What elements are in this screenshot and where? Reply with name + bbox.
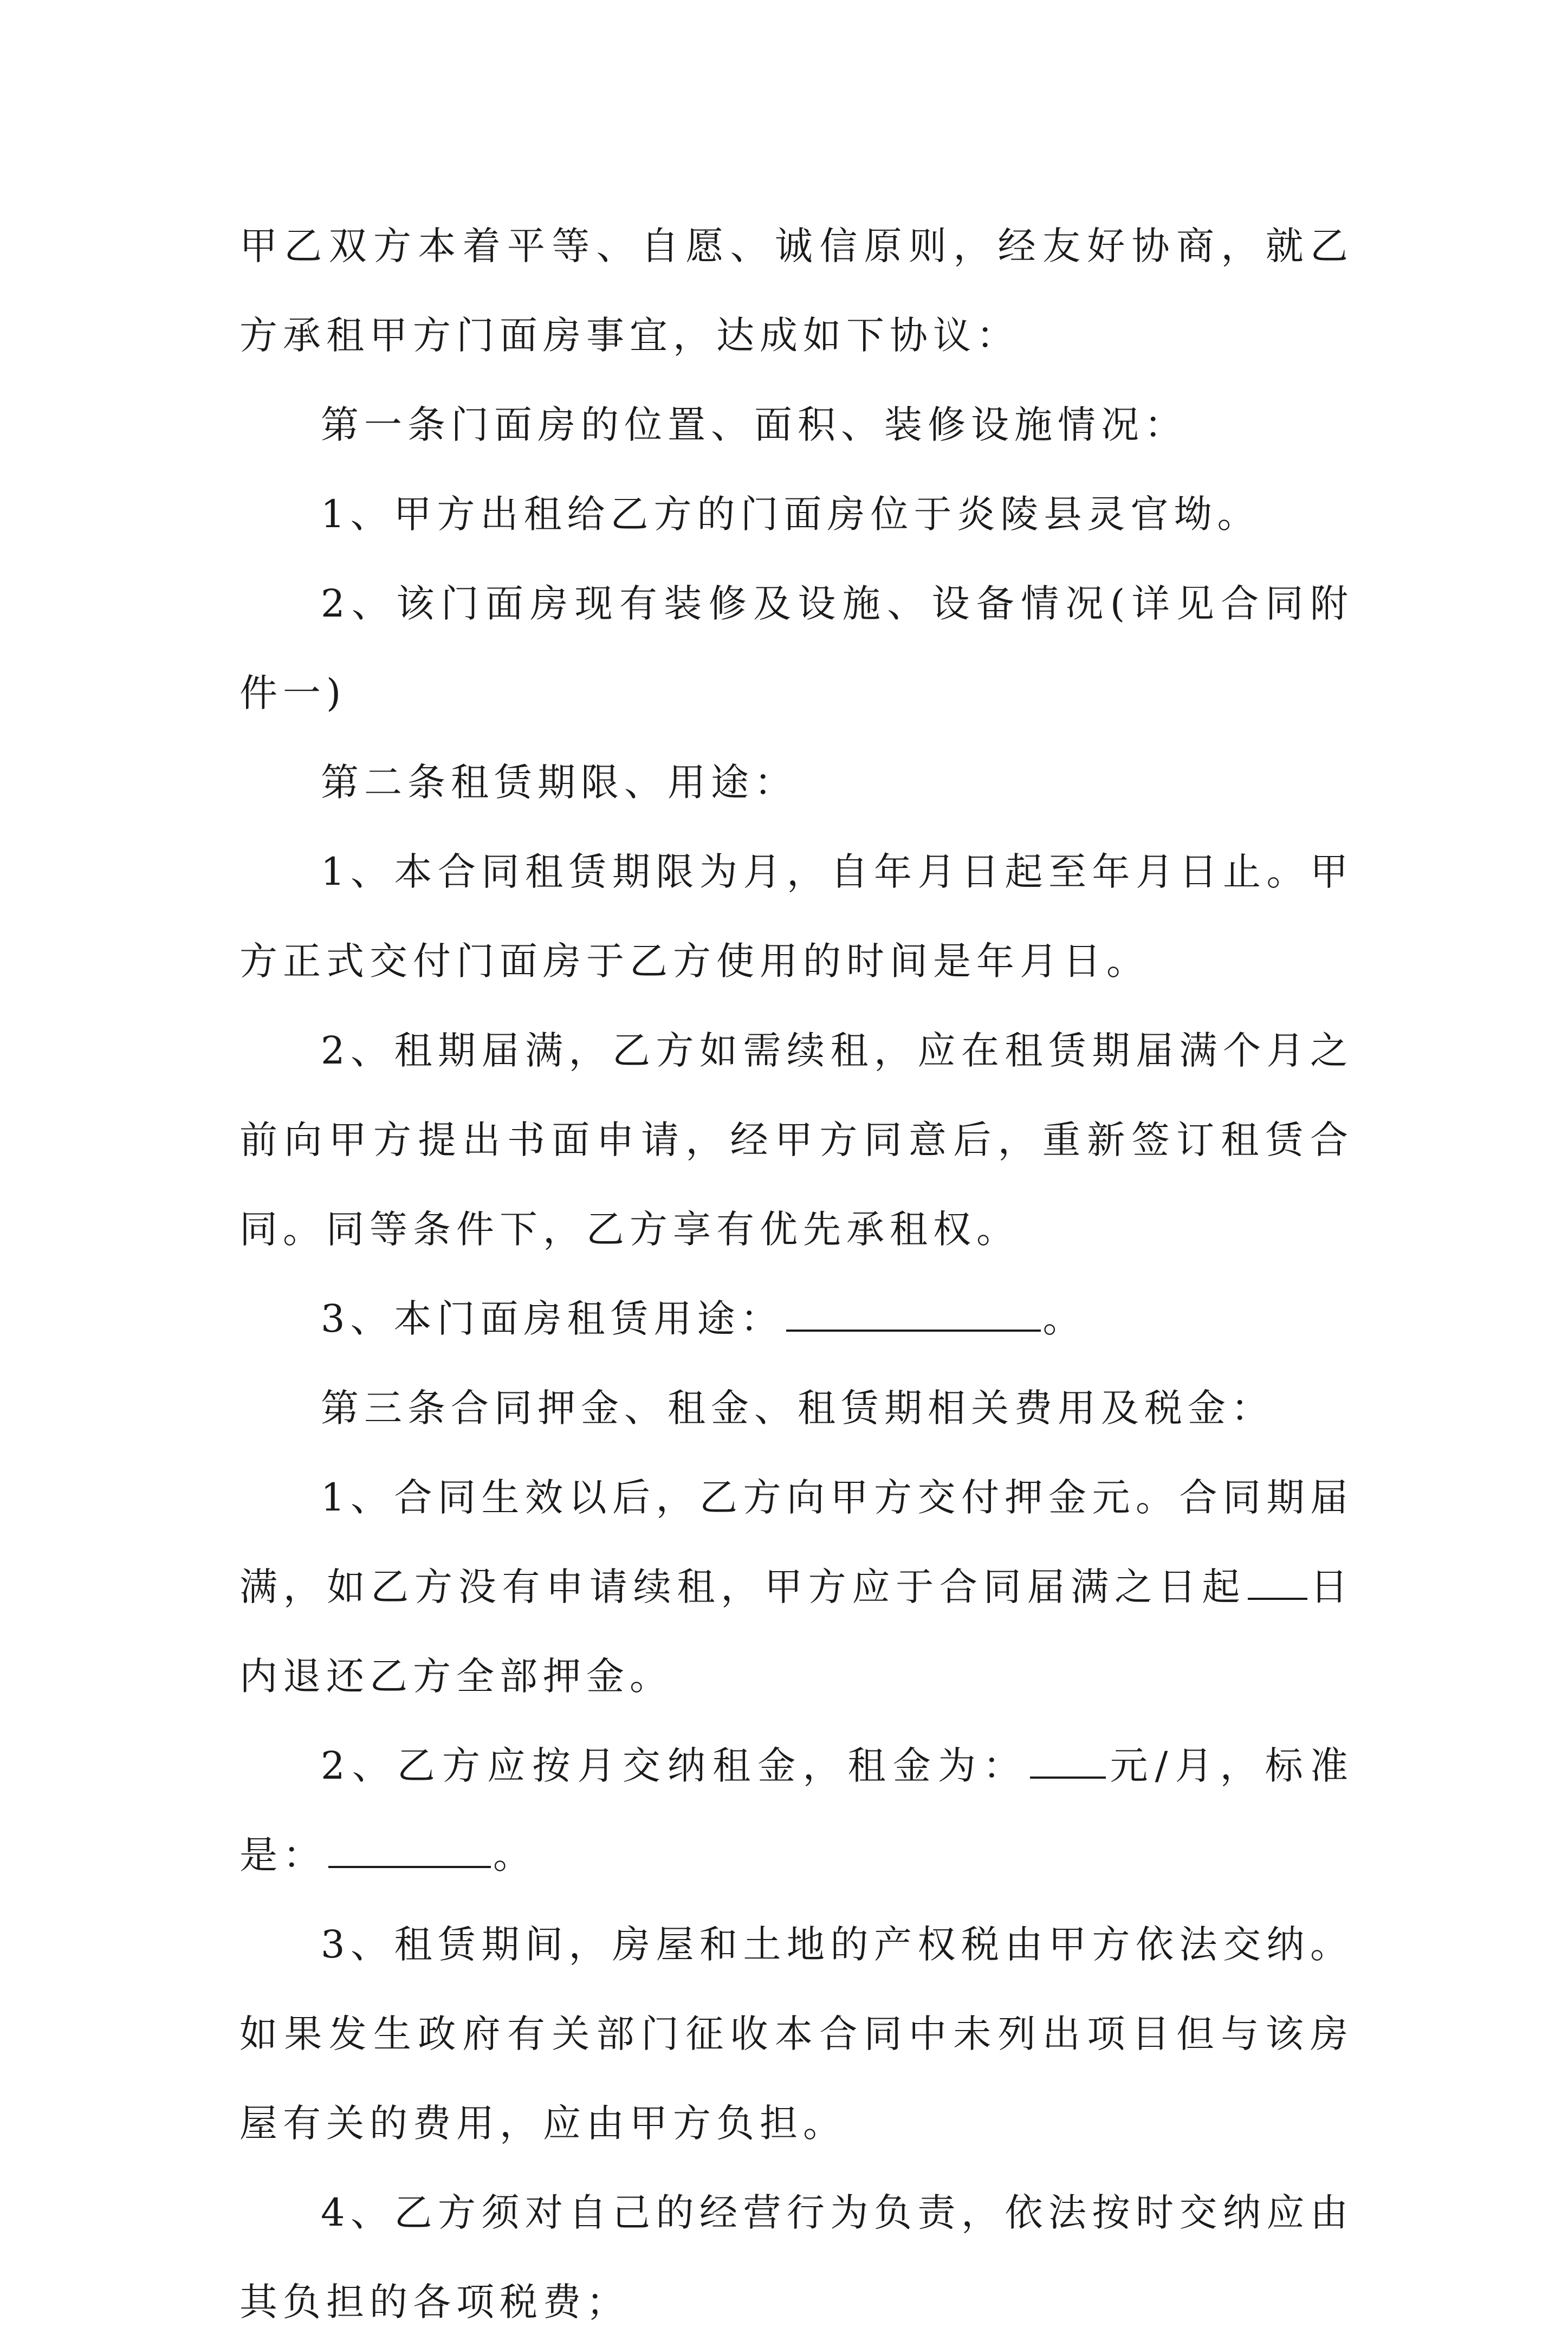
- article-2-clause-1: 1、本合同租赁期限为月，自年月日起至年月日止。甲方正式交付门面房于乙方使用的时间是年月日。: [239, 850, 1353, 983]
- article-2-clause-2: 2、租期届满，乙方如需续租，应在租赁期届满个月之前向甲方提出书面申请，经甲方同意后，重新签订租赁合同。同等条件下，乙方享有优先承租权。: [239, 1028, 1353, 1252]
- article-3-clause-3: 3、租赁期间，房屋和土地的产权税由甲方依法交纳。如果发生政府有关部门征收本合同中未列出项目但与该房屋有关的费用，应由甲方负担。: [239, 1922, 1353, 2145]
- article-3-clause-2-end: 。: [493, 1833, 536, 1877]
- article-1-title: 第一条门面房的位置、面积、装修设施情况：: [321, 403, 1188, 447]
- article-2-clause-3: [239, 1274, 1353, 1364]
- contract-body: [239, 202, 1353, 2347]
- intro-paragraph: 甲乙双方本着平等、自愿、诚信原则，经友好协商，就乙方承租甲方门面房事宜，达成如下协议：: [239, 224, 1353, 358]
- standard-blank-line: [328, 1834, 491, 1868]
- article-3-clause-4: 4、乙方须对自己的经营行为负责，依法按时交纳应由其负担的各项税费；: [239, 2190, 1353, 2324]
- article-1-clause-2: 2、该门面房现有装修及设施、设备情况(详见合同附件一): [239, 581, 1353, 715]
- article-3-clause-2-text: 2、乙方应按月交纳租金，租金为：: [321, 1743, 1028, 1788]
- rent-blank-line: [1030, 1745, 1106, 1779]
- article-3-clause-1-text: 1、合同生效以后，乙方向甲方交付押金元。合同期届满，如乙方没有申请续租，甲方应于合同届满之日起: [239, 1475, 1353, 1609]
- article-3-clause-1: [239, 1453, 1353, 1721]
- article-1-clause-1: 1、甲方出租给乙方的门面房位于炎陵县灵官坳。: [321, 492, 1261, 536]
- article-2-title: 第二条租赁期限、用途：: [321, 760, 798, 805]
- article-3-clause-2-mid: 元/月，标准是：: [239, 1743, 1353, 1877]
- article-3-clause-2: [239, 1721, 1353, 1900]
- days-blank-line: [1248, 1566, 1307, 1600]
- article-2-clause-3-text: 3、本门面房租赁用途：: [321, 1296, 784, 1341]
- article-3-clause-1-end: 日内退还乙方全部押金。: [239, 1565, 1353, 1698]
- article-2-clause-3-end: 。: [1042, 1296, 1086, 1341]
- article-3-title: 第三条合同押金、租金、租赁期相关费用及税金：: [321, 1386, 1274, 1430]
- usage-blank-line: [786, 1298, 1041, 1332]
